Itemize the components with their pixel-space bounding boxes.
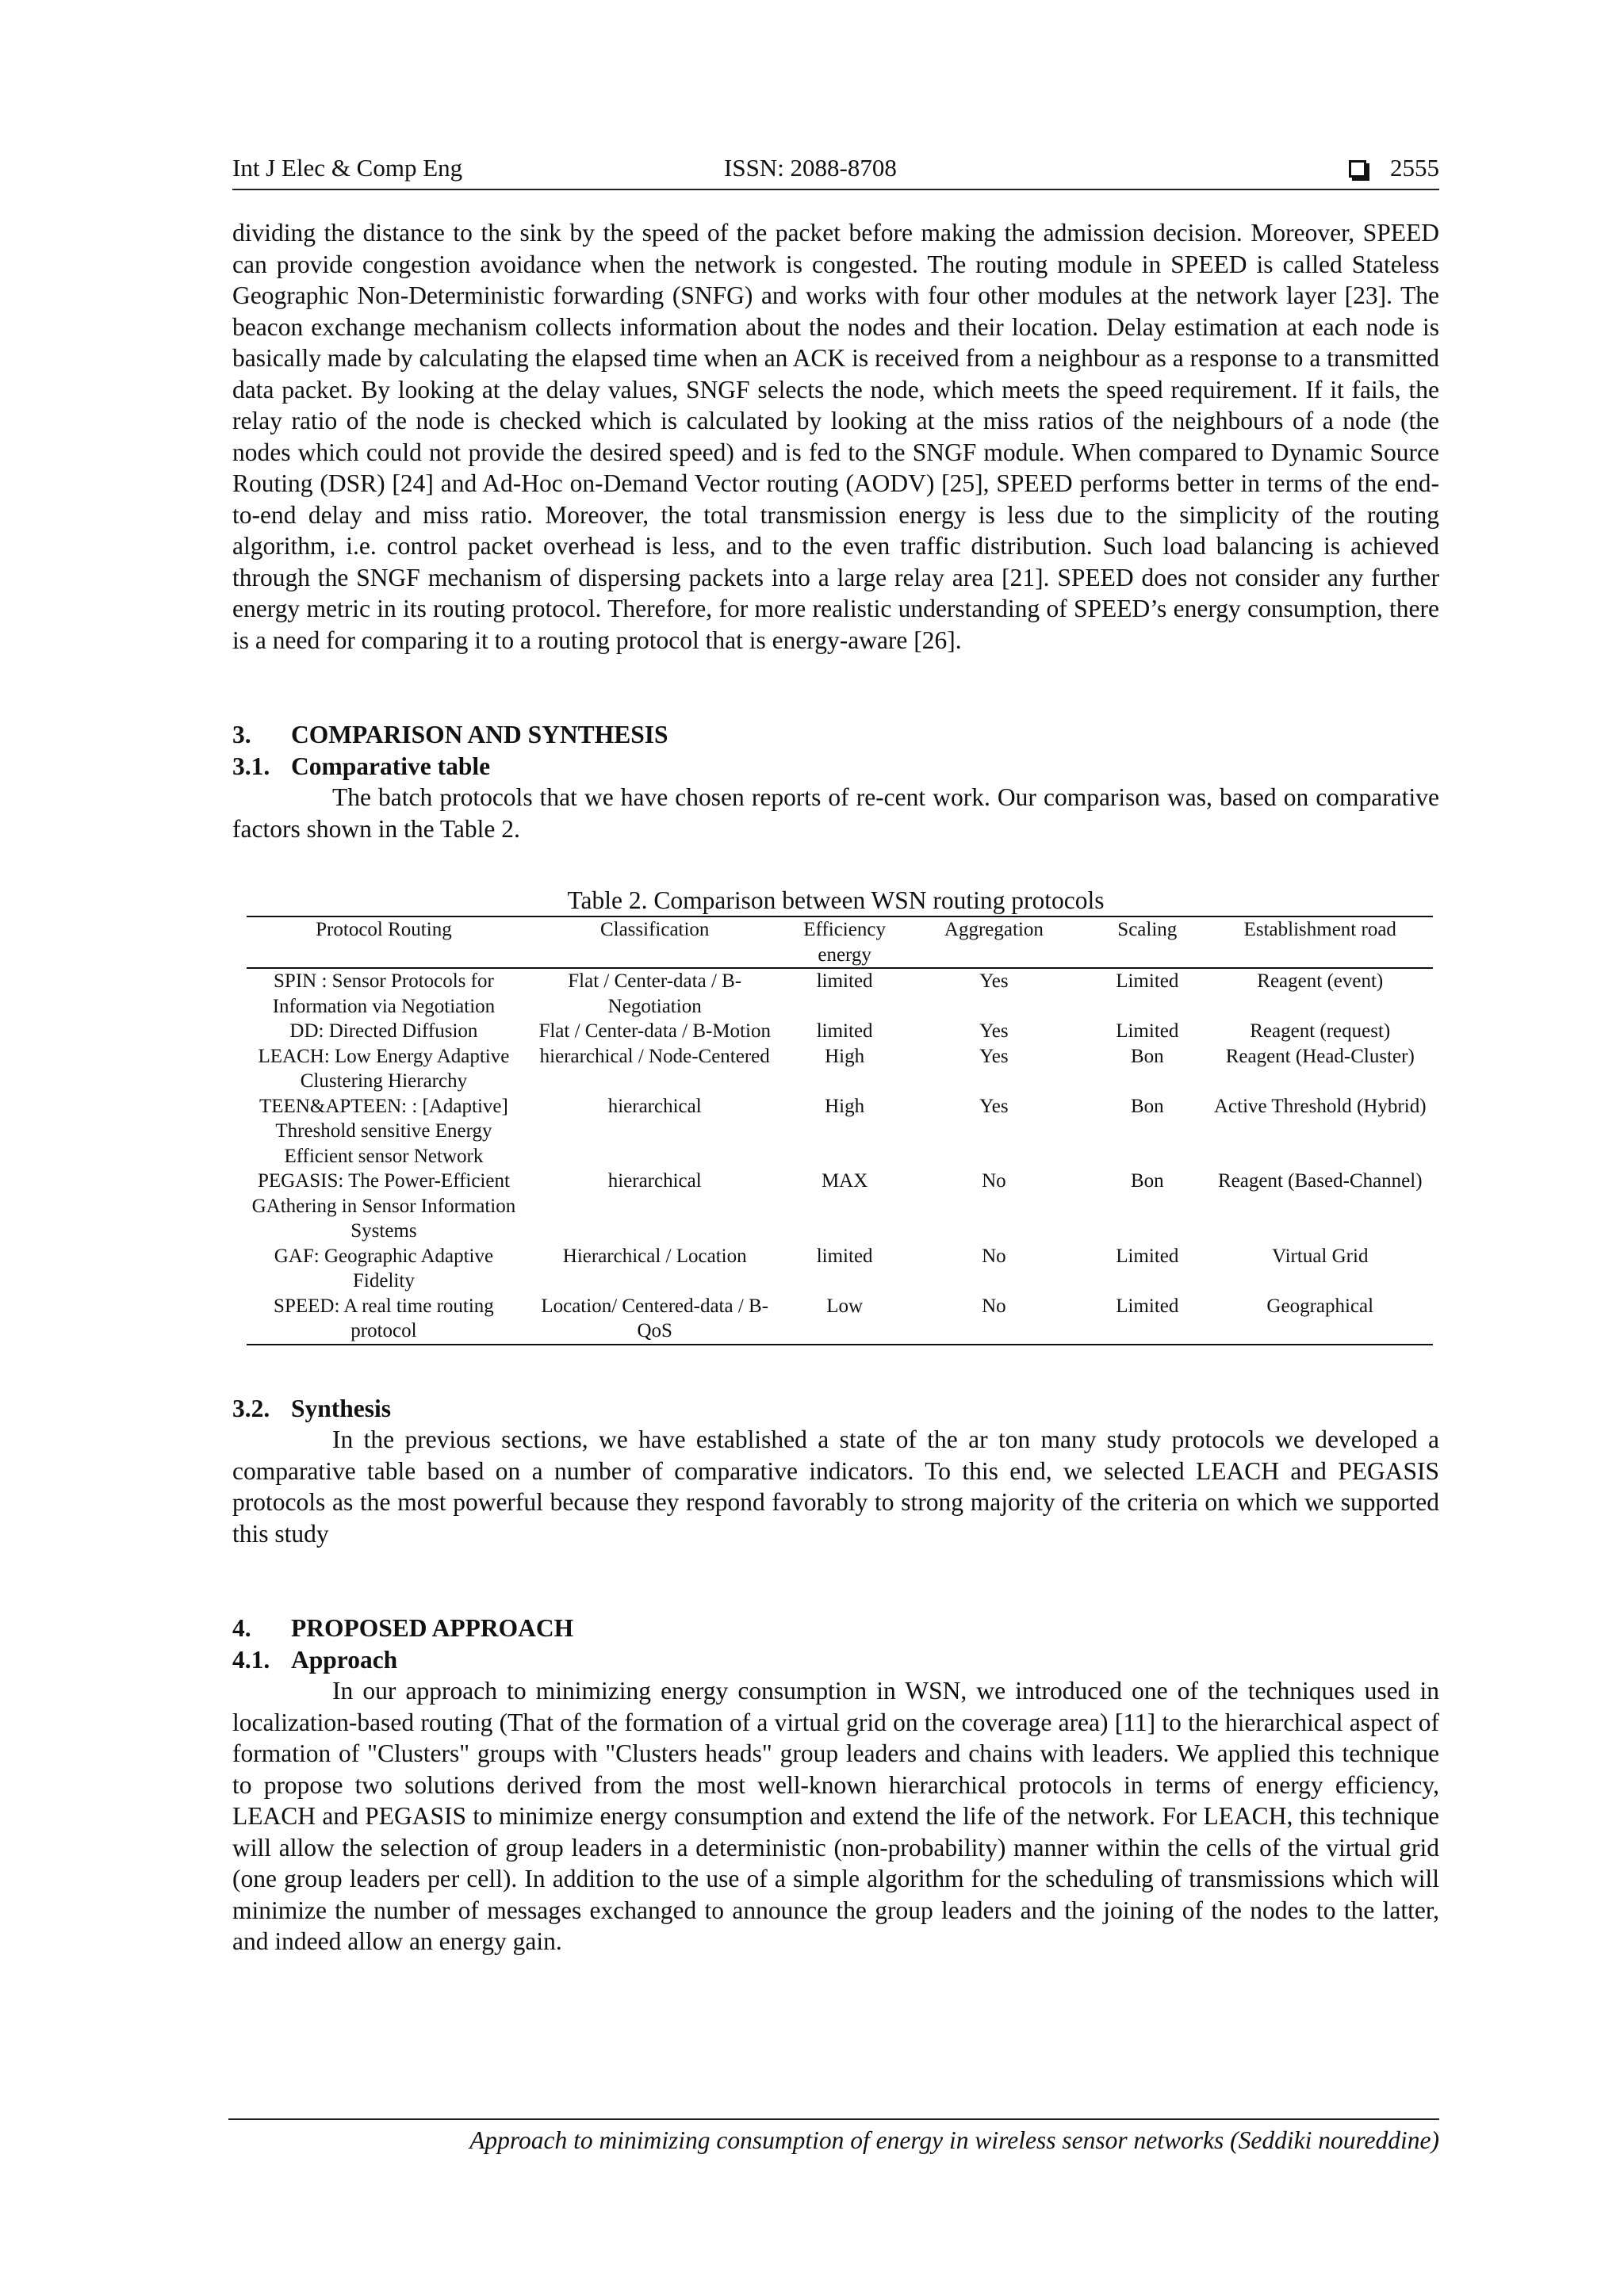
table-cell: limited bbox=[816, 1245, 873, 1267]
table-cell: GAF: Geographic Adaptive Fidelity bbox=[274, 1245, 494, 1292]
table-cell: Limited bbox=[1116, 970, 1179, 992]
table-row bbox=[247, 1294, 1433, 1345]
table-cell: Bon bbox=[1130, 1045, 1164, 1067]
table-header-row bbox=[247, 916, 1433, 968]
comparison-table bbox=[247, 916, 1433, 1345]
table-cell: Limited bbox=[1116, 1020, 1179, 1042]
subsection-3-1-heading bbox=[232, 751, 1439, 783]
table-cell: Yes bbox=[979, 1095, 1009, 1117]
intro-paragraph: dividing the distance to the sink by the speed of the packet before making the admission decision. Moreover, SPEED can provide congestion avoidance when the network is congested. The routing module in SPEED is called Stateless Geographic Non-Deterministic forwarding (SNFG) and works with four other modules at the network layer [23]. The beacon exchange mechanism collects information about the nodes and their location. Delay estimation at each node is basically made by calculating the elapsed time when an ACK is received from a neighbour as a response to a transmitted data packet. By looking at the delay values, SNGF selects the node, which meets the speed requirement. If it fails, the relay ratio of the node is checked which is calculated by looking at the miss ratios of the neighbours of a node (the nodes which could not provide the desired speed) and is fed to the SNGF module. When compared to Dynamic Source Routing (DSR) [24] and Ad-Hoc on-Demand Vector routing (AODV) [25], SPEED performs better in terms of the end-to-end delay and miss ratio. Moreover, the total transmission energy is less due to the simplicity of the routing algorithm, i.e. control packet overhead is less, and to the even traffic distribution. Such load balancing is achieved through the SNGF mechanism of dispersing packets into a large relay area [21]. SPEED does not consider any further energy metric in its routing protocol. Therefore, for more realistic understanding of SPEED’s energy consumption, there is a need for comparing it to a routing protocol that is energy-aware [26]. bbox=[232, 219, 1439, 654]
subsection-3-1-text: The batch protocols that we have chosen reports of re-cent work. Our comparison was, based on comparative factors shown in the Table 2. bbox=[232, 783, 1439, 843]
subsection-title: Approach bbox=[291, 1645, 398, 1674]
column-header: Efficiency energy bbox=[803, 919, 886, 966]
table-row bbox=[247, 968, 1433, 1019]
table-cell: Limited bbox=[1116, 1245, 1179, 1267]
section-number: 4. bbox=[232, 1614, 251, 1642]
table-cell: Bon bbox=[1130, 1095, 1164, 1117]
table-row bbox=[247, 1169, 1433, 1244]
column-header: Protocol Routing bbox=[316, 919, 452, 940]
table-row bbox=[247, 1019, 1433, 1044]
table-cell: High bbox=[825, 1095, 865, 1117]
column-header: Classification bbox=[599, 919, 710, 940]
table-cell: Yes bbox=[979, 1045, 1009, 1067]
table-cell: hierarchical bbox=[607, 1095, 702, 1117]
section-3-heading bbox=[232, 719, 1439, 751]
table-cell: Flat / Center-data / B-Motion bbox=[538, 1020, 771, 1042]
table-cell: Yes bbox=[979, 1020, 1009, 1042]
subsection-number: 4.1. bbox=[232, 1645, 270, 1674]
table-cell: Location/ Centered-data / B-QoS bbox=[541, 1295, 769, 1341]
table-2 bbox=[232, 886, 1439, 1345]
table-caption: Table 2. Comparison between WSN routing protocols bbox=[567, 886, 1105, 914]
page-number: 2555 bbox=[1390, 154, 1439, 182]
subsection-title: Comparative table bbox=[291, 752, 491, 780]
table-cell: Hierarchical / Location bbox=[562, 1245, 747, 1267]
table-cell: Low bbox=[826, 1295, 864, 1317]
column-header: Aggregation bbox=[944, 919, 1044, 940]
table-cell: No bbox=[982, 1170, 1006, 1192]
table-cell: hierarchical / Node-Centered bbox=[539, 1045, 770, 1067]
table-cell: Reagent (event) bbox=[1257, 970, 1384, 992]
table-cell: Limited bbox=[1116, 1295, 1179, 1317]
section-number: 3. bbox=[232, 721, 251, 748]
spacer bbox=[232, 656, 1439, 719]
page-body bbox=[232, 151, 1439, 1957]
table-cell: DD: Directed Diffusion bbox=[289, 1020, 478, 1042]
table-cell: High bbox=[825, 1045, 865, 1067]
subsection-3-2-heading bbox=[232, 1393, 1439, 1425]
spacer bbox=[232, 1549, 1439, 1613]
checkbox-bullet-icon bbox=[1349, 160, 1366, 178]
spacer bbox=[232, 1345, 1439, 1393]
table-cell: Yes bbox=[979, 970, 1009, 992]
table-cell: SPIN : Sensor Protocols for Information via Negotiation bbox=[272, 970, 496, 1017]
subsection-title: Synthesis bbox=[291, 1394, 392, 1422]
issn: ISSN: 2088-8708 bbox=[724, 154, 897, 182]
table-cell: TEEN&APTEEN: : [Adaptive] Threshold sensitive Energy Efficient sensor Network bbox=[259, 1095, 508, 1167]
table-cell: No bbox=[982, 1295, 1006, 1317]
table-cell: LEACH: Low Energy Adaptive Clustering Hierarchy bbox=[258, 1045, 510, 1092]
column-header: Establishment road bbox=[1243, 919, 1396, 940]
subsection-4-1-text: In our approach to minimizing energy consumption in WSN, we introduced one of the techniques used in localization-based routing (That of the formation of a virtual grid on the coverage area) [11] to the hierarchical aspect of formation of "Clusters" groups with "Clusters heads" group leaders and chains with leaders. We applied this technique to propose two solutions derived from the most well-known hierarchical protocols in terms of energy efficiency, LEACH and PEGASIS to minimize energy consumption and extend the life of the network. For LEACH, this technique will allow the selection of group leaders in a deterministic (non-probability) manner within the cells of the virtual grid (one group leaders per cell). In addition to the use of a simple algorithm for the scheduling of transmissions which will minimize the number of messages exchanged to announce the group leaders and the joining of the nodes to the latter, and indeed allow an energy gain. bbox=[232, 1677, 1439, 1955]
column-header: Scaling bbox=[1117, 919, 1178, 940]
table-cell: SPEED: A real time routing protocol bbox=[274, 1295, 494, 1341]
table-cell: limited bbox=[816, 970, 873, 992]
table-row bbox=[247, 1044, 1433, 1094]
journal-name: Int J Elec & Comp Eng bbox=[232, 154, 463, 182]
subsection-number: 3.2. bbox=[232, 1394, 270, 1422]
table-cell: limited bbox=[816, 1020, 873, 1042]
table-cell: Virtual Grid bbox=[1272, 1245, 1369, 1267]
table-cell: Reagent (request) bbox=[1250, 1020, 1391, 1042]
section-title: PROPOSED APPROACH bbox=[291, 1614, 574, 1642]
running-header bbox=[232, 151, 1439, 190]
section-title: COMPARISON AND SYNTHESIS bbox=[291, 721, 668, 748]
table-row bbox=[247, 1094, 1433, 1169]
subsection-3-2-text: In the previous sections, we have established a state of the ar ton many study protocols we developed a comparative table based on a number of comparative indicators. To this end, we selected LEACH and PEGASIS protocols as the most powerful because they respond favorably to strong majority of the criteria on which we supported this study bbox=[232, 1425, 1439, 1548]
table-cell: Active Threshold (Hybrid) bbox=[1213, 1095, 1427, 1117]
table-cell: Bon bbox=[1130, 1170, 1164, 1192]
table-cell: No bbox=[982, 1245, 1006, 1267]
table-cell: Geographical bbox=[1266, 1295, 1374, 1317]
table-cell: Reagent (Head-Cluster) bbox=[1225, 1045, 1415, 1067]
table-row bbox=[247, 1244, 1433, 1294]
table-cell: PEGASIS: The Power-Efficient GAthering in Sensor Information Systems bbox=[251, 1170, 516, 1242]
section-4-heading bbox=[232, 1613, 1439, 1644]
table-cell: Reagent (Based-Channel) bbox=[1217, 1170, 1423, 1192]
running-footer: Approach to minimizing consumption of energy in wireless sensor networks (Seddiki noureddine) bbox=[228, 2118, 1439, 2155]
table-cell: MAX bbox=[821, 1170, 868, 1192]
table-cell: hierarchical bbox=[607, 1170, 702, 1192]
subsection-4-1-heading bbox=[232, 1644, 1439, 1676]
subsection-number: 3.1. bbox=[232, 752, 270, 780]
table-cell: Flat / Center-data / B-Negotiation bbox=[568, 970, 742, 1017]
